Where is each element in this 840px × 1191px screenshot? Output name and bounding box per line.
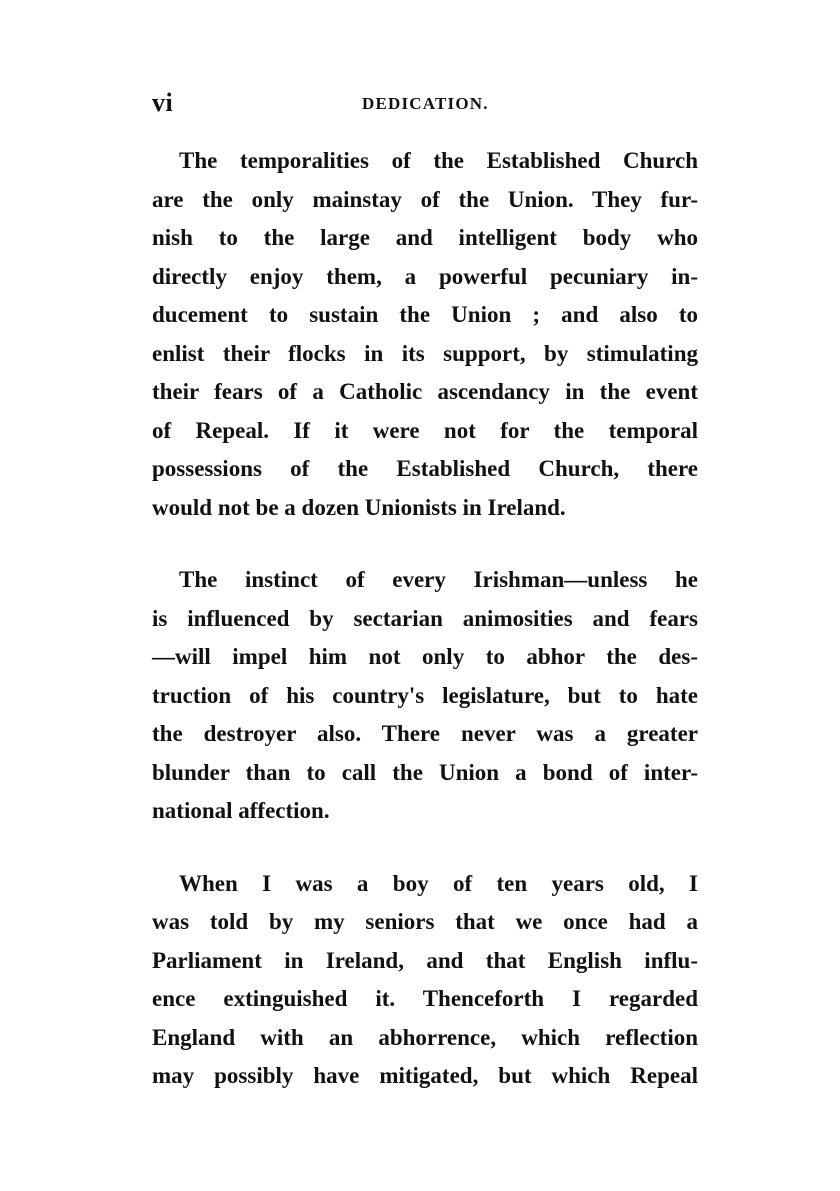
text-line: ducement to sustain the Union ; and also to [152,302,698,327]
text-line: national affection. [152,798,330,823]
text-line: may possibly have mitigated, but which Repeal [152,1063,698,1088]
running-head: DEDICATION. [362,94,489,113]
paragraph-spacer [152,527,698,561]
text-line: Parliament in Ireland, and that English influ- [152,947,698,973]
text-line: of Repeal. If it were not for the temporal [152,417,698,443]
text-line: possessions of the Established Church, there [152,456,698,481]
text-line: truction of his country's legislature, but to hate [152,682,698,708]
text-line: The instinct of every Irishman—unless he [179,567,698,592]
text-line: enlist their flocks in its support, by stimulating [152,340,698,366]
text-line: the destroyer also. There never was a greater [152,721,698,746]
text-line: The temporalities of the Established Church [179,148,698,173]
paragraph [152,142,698,527]
text-line: are the only mainstay of the Union. They fur- [152,186,698,212]
text-line: would not be a dozen Unionists in Ireland. [152,494,566,520]
text-line: England with an abhorrence, which reflection [152,1024,698,1050]
text-line: directly enjoy them, a powerful pecuniary in- [152,263,698,289]
paragraph [152,561,698,831]
body-text [152,142,698,1096]
text-line: their fears of a Catholic ascendancy in the event [152,379,698,404]
text-line: nish to the large and intelligent body who [152,225,698,250]
paragraph-spacer [152,831,698,865]
text-line: was told by my seniors that we once had a [152,909,698,934]
text-line: ence extinguished it. Thenceforth I regarded [152,986,698,1011]
paragraph [152,865,698,1096]
text-line: blunder than to call the Union a bond of inter- [152,759,698,785]
text-line: is influenced by sectarian animosities and fears [152,605,698,631]
page-number: vi [152,88,174,117]
page-header [152,88,700,120]
text-line: —will impel him not only to abhor the des- [152,644,698,669]
text-line: When I was a boy of ten years old, I [179,870,698,896]
